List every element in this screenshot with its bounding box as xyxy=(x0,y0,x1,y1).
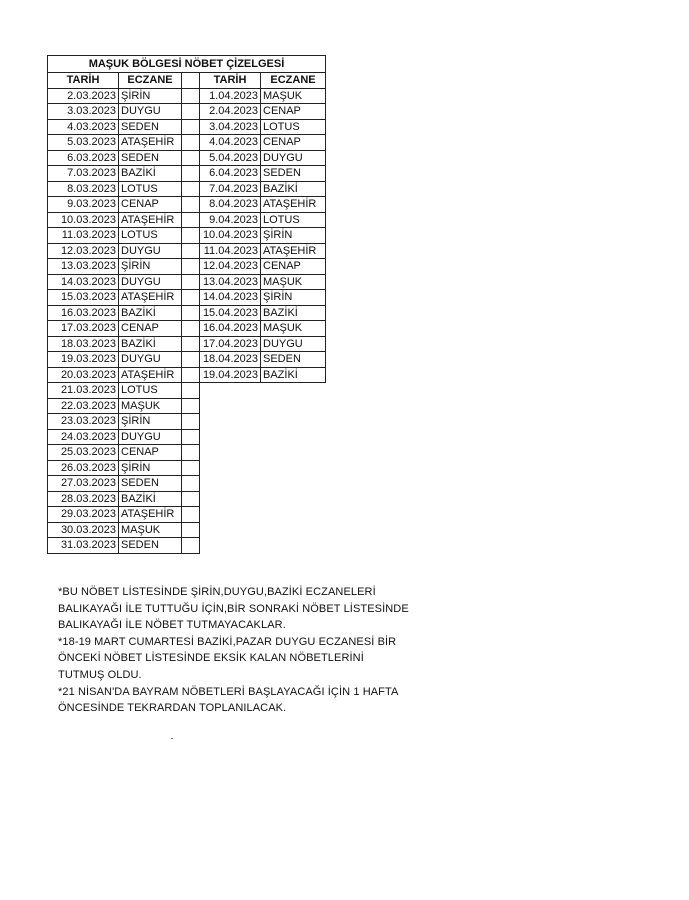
empty-cell xyxy=(261,429,326,445)
april-date-cell: 1.04.2023 xyxy=(200,88,261,104)
spacer-cell xyxy=(182,398,200,414)
empty-cell xyxy=(261,491,326,507)
april-pharmacy-cell: DUYGU xyxy=(261,336,326,352)
march-date-cell: 21.03.2023 xyxy=(48,383,119,399)
header-row xyxy=(48,73,326,89)
march-pharmacy-cell: BAZİKİ xyxy=(119,491,182,507)
april-pharmacy-cell: MAŞUK xyxy=(261,321,326,337)
table-row xyxy=(48,243,326,259)
spacer-cell xyxy=(182,538,200,554)
table-row xyxy=(48,259,326,275)
march-date-cell: 8.03.2023 xyxy=(48,181,119,197)
march-date-cell: 15.03.2023 xyxy=(48,290,119,306)
empty-cell xyxy=(200,460,261,476)
march-date-cell: 12.03.2023 xyxy=(48,243,119,259)
april-pharmacy-cell: SEDEN xyxy=(261,166,326,182)
march-date-cell: 5.03.2023 xyxy=(48,135,119,151)
note-line: ÖNCESİNDE TEKRARDAN TOPLANILACAK. xyxy=(58,702,287,715)
spacer-cell xyxy=(182,212,200,228)
march-pharmacy-cell: BAZİKİ xyxy=(119,336,182,352)
april-date-cell: 17.04.2023 xyxy=(200,336,261,352)
march-date-cell: 20.03.2023 xyxy=(48,367,119,383)
april-date-cell: 4.04.2023 xyxy=(200,135,261,151)
table-row xyxy=(48,88,326,104)
spacer-cell xyxy=(182,507,200,523)
march-pharmacy-cell: DUYGU xyxy=(119,274,182,290)
march-pharmacy-cell: LOTUS xyxy=(119,228,182,244)
march-date-cell: 30.03.2023 xyxy=(48,522,119,538)
march-date-cell: 22.03.2023 xyxy=(48,398,119,414)
notes-block xyxy=(58,584,478,717)
empty-cell xyxy=(261,538,326,554)
spacer-cell xyxy=(182,445,200,461)
table-row xyxy=(48,274,326,290)
april-date-cell: 6.04.2023 xyxy=(200,166,261,182)
spacer-cell xyxy=(182,274,200,290)
table-row xyxy=(48,367,326,383)
empty-cell xyxy=(200,507,261,523)
spacer-cell xyxy=(182,414,200,430)
spacer-cell xyxy=(182,305,200,321)
table-row xyxy=(48,398,326,414)
april-date-header: TARİH xyxy=(200,73,261,89)
spacer-cell xyxy=(182,476,200,492)
table-row xyxy=(48,491,326,507)
april-date-cell: 18.04.2023 xyxy=(200,352,261,368)
empty-cell xyxy=(261,476,326,492)
spacer-header xyxy=(182,73,200,89)
april-pharmacy-cell: ŞİRİN xyxy=(261,290,326,306)
march-date-cell: 9.03.2023 xyxy=(48,197,119,213)
march-pharmacy-cell: SEDEN xyxy=(119,119,182,135)
april-date-cell: 14.04.2023 xyxy=(200,290,261,306)
march-date-cell: 11.03.2023 xyxy=(48,228,119,244)
spacer-cell xyxy=(182,383,200,399)
empty-cell xyxy=(200,491,261,507)
empty-cell xyxy=(200,398,261,414)
note-line: BALIKAYAĞI İLE NÖBET TUTMAYACAKLAR. xyxy=(58,619,286,632)
table-row xyxy=(48,197,326,213)
march-date-cell: 6.03.2023 xyxy=(48,150,119,166)
april-pharmacy-cell: BAZİKİ xyxy=(261,181,326,197)
march-date-cell: 19.03.2023 xyxy=(48,352,119,368)
april-date-cell: 8.04.2023 xyxy=(200,197,261,213)
march-pharmacy-cell: CENAP xyxy=(119,197,182,213)
scan-speck xyxy=(171,738,173,739)
table-row xyxy=(48,538,326,554)
march-pharmacy-cell: ŞİRİN xyxy=(119,88,182,104)
note-line: BALIKAYAĞI İLE TUTTUĞU İÇİN,BİR SONRAKİ NÖBET LİSTESİNDE xyxy=(58,602,409,615)
spacer-cell xyxy=(182,166,200,182)
spacer-cell xyxy=(182,367,200,383)
april-pharmacy-cell: BAZİKİ xyxy=(261,305,326,321)
march-pharmacy-cell: DUYGU xyxy=(119,352,182,368)
march-pharmacy-cell: SEDEN xyxy=(119,476,182,492)
april-date-cell: 9.04.2023 xyxy=(200,212,261,228)
april-pharmacy-cell: DUYGU xyxy=(261,150,326,166)
schedule-body xyxy=(48,88,326,553)
april-pharmacy-cell: ATAŞEHİR xyxy=(261,197,326,213)
table-row xyxy=(48,429,326,445)
march-date-cell: 28.03.2023 xyxy=(48,491,119,507)
empty-cell xyxy=(200,538,261,554)
note-line: *BU NÖBET LİSTESİNDE ŞİRİN,DUYGU,BAZİKİ ECZANELERİ xyxy=(58,586,376,598)
empty-cell xyxy=(261,414,326,430)
april-pharmacy-cell: CENAP xyxy=(261,104,326,120)
march-date-cell: 3.03.2023 xyxy=(48,104,119,120)
schedule-title: MAŞUK BÖLGESİ NÖBET ÇİZELGESİ xyxy=(47,55,326,72)
march-pharmacy-cell: ŞİRİN xyxy=(119,259,182,275)
april-pharmacy-cell: LOTUS xyxy=(261,119,326,135)
spacer-cell xyxy=(182,181,200,197)
table-row xyxy=(48,507,326,523)
march-pharmacy-cell: CENAP xyxy=(119,321,182,337)
april-pharmacy-cell: MAŞUK xyxy=(261,88,326,104)
empty-cell xyxy=(200,476,261,492)
march-pharmacy-cell: BAZİKİ xyxy=(119,305,182,321)
march-pharmacy-cell: ŞİRİN xyxy=(119,460,182,476)
note-line: *21 NİSAN'DA BAYRAM NÖBETLERİ BAŞLAYACAĞI İÇİN 1 HAFTA xyxy=(58,685,399,698)
april-date-cell: 19.04.2023 xyxy=(200,367,261,383)
empty-cell xyxy=(200,429,261,445)
march-date-cell: 27.03.2023 xyxy=(48,476,119,492)
table-row xyxy=(48,290,326,306)
april-pharmacy-cell: ATAŞEHİR xyxy=(261,243,326,259)
march-date-cell: 31.03.2023 xyxy=(48,538,119,554)
empty-cell xyxy=(261,507,326,523)
empty-cell xyxy=(261,445,326,461)
march-date-header: TARİH xyxy=(48,73,119,89)
spacer-cell xyxy=(182,491,200,507)
empty-cell xyxy=(200,445,261,461)
april-date-cell: 15.04.2023 xyxy=(200,305,261,321)
march-pharmacy-cell: ATAŞEHİR xyxy=(119,290,182,306)
note-line: ÖNCEKİ NÖBET LİSTESİNDE EKSİK KALAN NÖBETLERİNİ xyxy=(58,652,364,665)
spacer-cell xyxy=(182,259,200,275)
april-date-cell: 7.04.2023 xyxy=(200,181,261,197)
april-date-cell: 10.04.2023 xyxy=(200,228,261,244)
table-row xyxy=(48,181,326,197)
empty-cell xyxy=(200,522,261,538)
table-row xyxy=(48,414,326,430)
table-row xyxy=(48,150,326,166)
spacer-cell xyxy=(182,352,200,368)
april-date-cell: 3.04.2023 xyxy=(200,119,261,135)
april-date-cell: 12.04.2023 xyxy=(200,259,261,275)
march-pharmacy-cell: SEDEN xyxy=(119,538,182,554)
march-pharmacy-cell: CENAP xyxy=(119,445,182,461)
spacer-cell xyxy=(182,228,200,244)
march-pharmacy-cell: MAŞUK xyxy=(119,522,182,538)
table-row xyxy=(48,383,326,399)
table-row xyxy=(48,352,326,368)
march-date-cell: 26.03.2023 xyxy=(48,460,119,476)
table-row xyxy=(48,460,326,476)
april-date-cell: 5.04.2023 xyxy=(200,150,261,166)
march-pharmacy-cell: DUYGU xyxy=(119,104,182,120)
spacer-cell xyxy=(182,336,200,352)
duty-schedule-table xyxy=(47,72,326,554)
march-date-cell: 16.03.2023 xyxy=(48,305,119,321)
table-row xyxy=(48,104,326,120)
spacer-cell xyxy=(182,290,200,306)
april-date-cell: 16.04.2023 xyxy=(200,321,261,337)
april-date-cell: 11.04.2023 xyxy=(200,243,261,259)
table-row xyxy=(48,445,326,461)
table-row xyxy=(48,228,326,244)
table-row xyxy=(48,336,326,352)
table-row xyxy=(48,119,326,135)
march-date-cell: 14.03.2023 xyxy=(48,274,119,290)
march-date-cell: 25.03.2023 xyxy=(48,445,119,461)
march-pharmacy-cell: BAZİKİ xyxy=(119,166,182,182)
march-pharmacy-cell: ATAŞEHİR xyxy=(119,135,182,151)
spacer-cell xyxy=(182,150,200,166)
march-pharmacy-cell: SEDEN xyxy=(119,150,182,166)
april-pharmacy-cell: MAŞUK xyxy=(261,274,326,290)
empty-cell xyxy=(261,522,326,538)
spacer-cell xyxy=(182,119,200,135)
table-row xyxy=(48,321,326,337)
march-date-cell: 29.03.2023 xyxy=(48,507,119,523)
spacer-cell xyxy=(182,522,200,538)
spacer-cell xyxy=(182,243,200,259)
april-date-cell: 2.04.2023 xyxy=(200,104,261,120)
april-pharmacy-cell: CENAP xyxy=(261,259,326,275)
empty-cell xyxy=(261,460,326,476)
spacer-cell xyxy=(182,460,200,476)
march-pharmacy-cell: DUYGU xyxy=(119,243,182,259)
march-pharmacy-cell: LOTUS xyxy=(119,181,182,197)
empty-cell xyxy=(261,383,326,399)
april-pharmacy-cell: ŞİRİN xyxy=(261,228,326,244)
april-pharmacy-cell: BAZİKİ xyxy=(261,367,326,383)
table-row xyxy=(48,135,326,151)
march-date-cell: 23.03.2023 xyxy=(48,414,119,430)
march-pharmacy-cell: ATAŞEHİR xyxy=(119,367,182,383)
table-row xyxy=(48,522,326,538)
march-date-cell: 7.03.2023 xyxy=(48,166,119,182)
march-pharmacy-cell: ŞİRİN xyxy=(119,414,182,430)
spacer-cell xyxy=(182,104,200,120)
march-pharmacy-cell: ATAŞEHİR xyxy=(119,212,182,228)
empty-cell xyxy=(200,414,261,430)
march-date-cell: 2.03.2023 xyxy=(48,88,119,104)
empty-cell xyxy=(261,398,326,414)
table-row xyxy=(48,166,326,182)
march-pharmacy-header: ECZANE xyxy=(119,73,182,89)
march-pharmacy-cell: MAŞUK xyxy=(119,398,182,414)
table-row xyxy=(48,212,326,228)
march-pharmacy-cell: DUYGU xyxy=(119,429,182,445)
march-date-cell: 18.03.2023 xyxy=(48,336,119,352)
april-pharmacy-header: ECZANE xyxy=(261,73,326,89)
note-line: TUTMUŞ OLDU. xyxy=(58,668,142,681)
march-date-cell: 13.03.2023 xyxy=(48,259,119,275)
april-pharmacy-cell: SEDEN xyxy=(261,352,326,368)
spacer-cell xyxy=(182,135,200,151)
march-pharmacy-cell: ATAŞEHİR xyxy=(119,507,182,523)
empty-cell xyxy=(200,383,261,399)
spacer-cell xyxy=(182,321,200,337)
note-line: *18-19 MART CUMARTESİ BAZİKİ,PAZAR DUYGU ECZANESİ BİR xyxy=(58,635,397,648)
spacer-cell xyxy=(182,88,200,104)
april-date-cell: 13.04.2023 xyxy=(200,274,261,290)
march-date-cell: 10.03.2023 xyxy=(48,212,119,228)
spacer-cell xyxy=(182,429,200,445)
april-pharmacy-cell: LOTUS xyxy=(261,212,326,228)
march-date-cell: 4.03.2023 xyxy=(48,119,119,135)
table-row xyxy=(48,476,326,492)
april-pharmacy-cell: CENAP xyxy=(261,135,326,151)
march-date-cell: 24.03.2023 xyxy=(48,429,119,445)
march-date-cell: 17.03.2023 xyxy=(48,321,119,337)
table-row xyxy=(48,305,326,321)
spacer-cell xyxy=(182,197,200,213)
march-pharmacy-cell: LOTUS xyxy=(119,383,182,399)
